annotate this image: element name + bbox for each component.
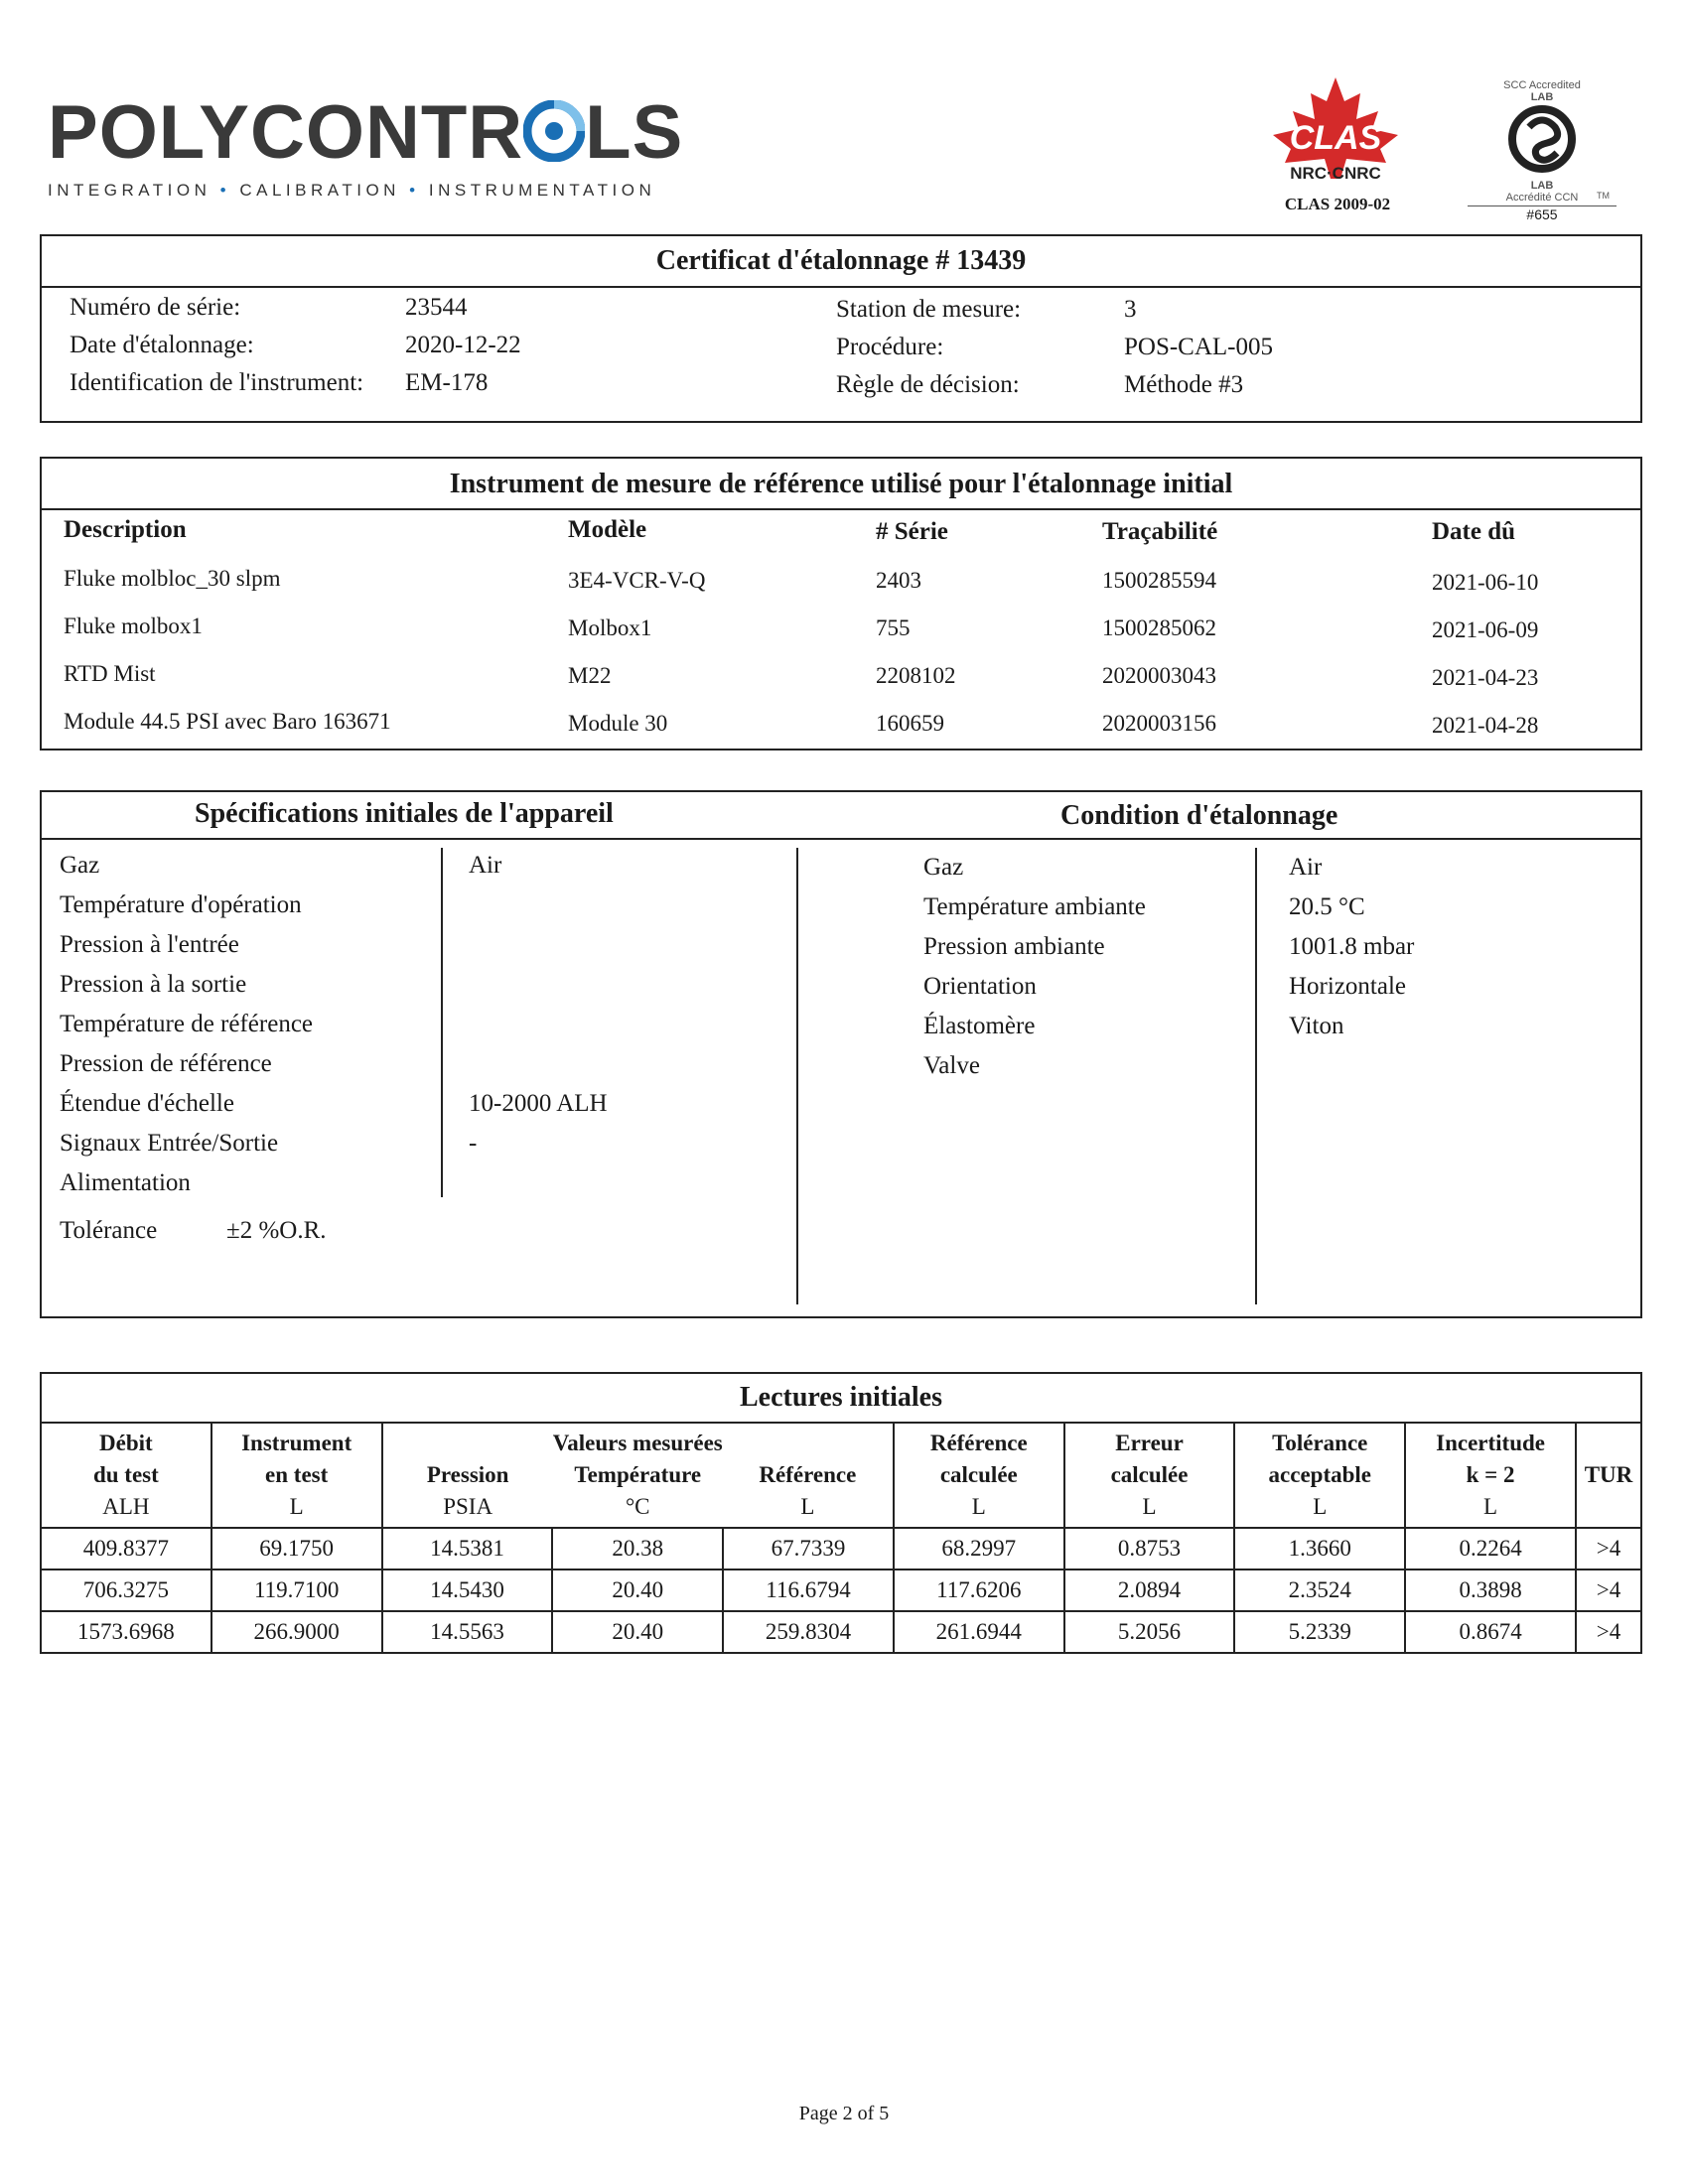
- cond-value-gas: Air: [1289, 854, 1323, 881]
- tagline-integration: INTEGRATION: [48, 181, 211, 200]
- ref-row-model: M22: [568, 663, 612, 688]
- spec-label-range: Étendue d'échelle: [60, 1090, 234, 1117]
- readings-table: [40, 1372, 1642, 1654]
- scc-ccn-text: Accrédité CCN: [1505, 192, 1579, 205]
- scc-emblem-icon: [1468, 103, 1617, 175]
- col-header-calculated-error: Erreur calculée L: [1064, 1423, 1235, 1528]
- cell: 259.8304: [723, 1611, 894, 1653]
- ref-row-serial: 2208102: [876, 663, 956, 688]
- cell: 119.7100: [211, 1570, 382, 1611]
- ref-header-traceability: Traçabilité: [1102, 518, 1218, 545]
- cell: 14.5381: [382, 1528, 553, 1570]
- divider: [1255, 848, 1257, 1304]
- tagline-instrumentation: INSTRUMENTATION: [428, 181, 656, 200]
- certificate-title: Certificat d'étalonnage # 13439: [42, 236, 1640, 288]
- divider: [441, 848, 443, 1197]
- station-label: Station de mesure:: [836, 296, 1022, 323]
- ref-row-description: Fluke molbloc_30 slpm: [64, 566, 281, 591]
- col-header-acceptable-tolerance: Tolérance acceptable L: [1234, 1423, 1405, 1528]
- scc-top-text: SCC Accredited: [1503, 79, 1581, 91]
- ref-row-description: RTD Mist: [64, 661, 156, 686]
- specifications-header: [42, 792, 1640, 840]
- cell: 2.0894: [1064, 1570, 1235, 1611]
- cell: 1.3660: [1234, 1528, 1405, 1570]
- ref-row-serial: 2403: [876, 568, 921, 593]
- cell: 20.40: [552, 1570, 723, 1611]
- serial-label: Numéro de série:: [70, 294, 241, 321]
- company-logo: [48, 90, 684, 175]
- ref-row-description: Module 44.5 PSI avec Baro 163671: [64, 709, 391, 734]
- spec-label-inlet-pressure: Pression à l'entrée: [60, 931, 239, 958]
- cond-value-orientation: Horizontale: [1289, 973, 1407, 1000]
- clas-nrc-label: NRC·CNRC: [1290, 164, 1381, 183]
- scc-lab2-text: LAB: [1530, 180, 1554, 192]
- cell: 1573.6968: [41, 1611, 211, 1653]
- cell: 0.2264: [1405, 1528, 1576, 1570]
- cell: >4: [1576, 1611, 1641, 1653]
- spec-value-signals: -: [469, 1130, 478, 1157]
- bullet-icon: •: [409, 181, 420, 200]
- cond-label-ambient-pressure: Pression ambiante: [923, 933, 1105, 960]
- serial-value: 23544: [405, 294, 468, 321]
- decision-rule-value: Méthode #3: [1124, 371, 1244, 398]
- cond-label-valve: Valve: [923, 1052, 980, 1079]
- ref-row-traceability: 1500285062: [1102, 615, 1216, 640]
- conditions-title: Condition d'étalonnage: [1060, 800, 1338, 831]
- page-number: Page 2 of 5: [798, 2103, 890, 2124]
- ref-row-traceability: 2020003043: [1102, 663, 1216, 688]
- cell: 706.3275: [41, 1570, 211, 1611]
- ref-row-model: Module 30: [568, 711, 668, 736]
- col-header-test-flow: Débit du test ALH: [41, 1423, 211, 1528]
- reference-title: Instrument de mesure de référence utilisé pour l'étalonnage initial: [42, 459, 1640, 510]
- cell: 68.2997: [894, 1528, 1064, 1570]
- specs-title: Spécifications initiales de l'appareil: [195, 798, 614, 829]
- table-row: [41, 1611, 1641, 1653]
- ref-header-model: Modèle: [568, 516, 647, 543]
- scc-logo: [1468, 79, 1617, 222]
- tagline-calibration: CALIBRATION: [239, 181, 400, 200]
- ref-row-serial: 160659: [876, 711, 944, 736]
- ref-header-due-date: Date dû: [1432, 518, 1516, 545]
- station-value: 3: [1124, 296, 1137, 323]
- tagline: [48, 181, 655, 201]
- ref-header-description: Description: [64, 516, 187, 543]
- col-header-calculated-reference: Référence calculée L: [894, 1423, 1064, 1528]
- cond-value-ambient-pressure: 1001.8 mbar: [1289, 933, 1415, 960]
- trademark-label: TM: [1597, 191, 1610, 201]
- cond-value-ambient-temperature: 20.5 °C: [1289, 893, 1365, 920]
- cond-label-ambient-temperature: Température ambiante: [923, 893, 1146, 920]
- tolerance-label: Tolérance: [60, 1217, 158, 1244]
- certificate-box: [40, 234, 1642, 423]
- col-header-measured-values: Valeurs mesurées Pression PSIA Température °C Référence L: [382, 1423, 894, 1528]
- col-header-tur: TUR: [1576, 1423, 1641, 1528]
- ref-row-description: Fluke molbox1: [64, 614, 203, 638]
- ref-row-serial: 755: [876, 615, 911, 640]
- col-header-uncertainty: Incertitude k = 2 L: [1405, 1423, 1576, 1528]
- ref-header-serial: # Série: [876, 518, 948, 545]
- cell: 0.8674: [1405, 1611, 1576, 1653]
- cell: 5.2056: [1064, 1611, 1235, 1653]
- ref-row-traceability: 2020003156: [1102, 711, 1216, 736]
- col-header-instrument-under-test: Instrument en test L: [211, 1423, 382, 1528]
- cell: 261.6944: [894, 1611, 1064, 1653]
- cond-label-gas: Gaz: [923, 854, 964, 881]
- clas-code: CLAS 2009-02: [1284, 195, 1391, 213]
- cell: 5.2339: [1234, 1611, 1405, 1653]
- scc-number: #655: [1468, 205, 1617, 222]
- cell: 116.6794: [723, 1570, 894, 1611]
- table-row: [41, 1570, 1641, 1611]
- logo-text-right: LS: [585, 90, 684, 175]
- spec-label-power: Alimentation: [60, 1169, 191, 1196]
- cell: 0.3898: [1405, 1570, 1576, 1611]
- tolerance-value: ±2 %O.R.: [226, 1217, 327, 1244]
- specifications-box: [40, 790, 1642, 1318]
- spec-label-reference-temperature: Température de référence: [60, 1011, 314, 1037]
- calibration-date-value: 2020-12-22: [405, 332, 521, 358]
- logo-text-left: POLYCONTR: [48, 90, 524, 175]
- decision-rule-label: Règle de décision:: [836, 371, 1020, 398]
- cell: 14.5430: [382, 1570, 553, 1611]
- reference-instrument-box: [40, 457, 1642, 751]
- cell: 67.7339: [723, 1528, 894, 1570]
- cell: 2.3524: [1234, 1570, 1405, 1611]
- divider: [796, 848, 798, 1304]
- ref-row-model: Molbox1: [568, 615, 652, 640]
- ref-row-traceability: 1500285594: [1102, 568, 1216, 593]
- instrument-id-value: EM-178: [405, 369, 489, 396]
- spec-label-outlet-pressure: Pression à la sortie: [60, 971, 247, 998]
- cell: >4: [1576, 1528, 1641, 1570]
- scc-lab-text: LAB: [1530, 91, 1554, 103]
- procedure-value: POS-CAL-005: [1124, 334, 1274, 360]
- spec-label-operating-temperature: Température d'opération: [60, 891, 302, 918]
- spec-value-gas: Air: [469, 852, 502, 879]
- cell: 266.9000: [211, 1611, 382, 1653]
- cond-label-orientation: Orientation: [923, 973, 1037, 1000]
- spec-label-gas: Gaz: [60, 852, 100, 879]
- ref-row-due-date: 2021-04-28: [1432, 713, 1539, 738]
- bullet-icon: •: [219, 181, 231, 200]
- procedure-label: Procédure:: [836, 334, 944, 360]
- cell: 20.40: [552, 1611, 723, 1653]
- cell: 69.1750: [211, 1528, 382, 1570]
- clas-label: CLAS: [1289, 119, 1382, 157]
- cell: 117.6206: [894, 1570, 1064, 1611]
- cell: 0.8753: [1064, 1528, 1235, 1570]
- ref-row-due-date: 2021-06-09: [1432, 617, 1539, 642]
- ref-row-due-date: 2021-04-23: [1432, 665, 1539, 690]
- calibration-date-label: Date d'étalonnage:: [70, 332, 254, 358]
- instrument-id-label: Identification de l'instrument:: [70, 369, 364, 396]
- ref-row-due-date: 2021-06-10: [1432, 570, 1539, 595]
- cond-value-elastomer: Viton: [1289, 1013, 1344, 1039]
- cell: 409.8377: [41, 1528, 211, 1570]
- logo-swirl-icon: [523, 100, 585, 162]
- readings-title: Lectures initiales: [41, 1373, 1641, 1423]
- cell: >4: [1576, 1570, 1641, 1611]
- cell: 14.5563: [382, 1611, 553, 1653]
- spec-label-reference-pressure: Pression de référence: [60, 1050, 272, 1077]
- ref-row-model: 3E4-VCR-V-Q: [568, 568, 706, 593]
- spec-label-signals: Signaux Entrée/Sortie: [60, 1130, 279, 1157]
- maple-leaf-icon: [1261, 75, 1410, 195]
- cond-label-elastomer: Élastomère: [923, 1013, 1036, 1039]
- table-row: [41, 1528, 1641, 1570]
- cell: 20.38: [552, 1528, 723, 1570]
- spec-value-range: 10-2000 ALH: [469, 1090, 608, 1117]
